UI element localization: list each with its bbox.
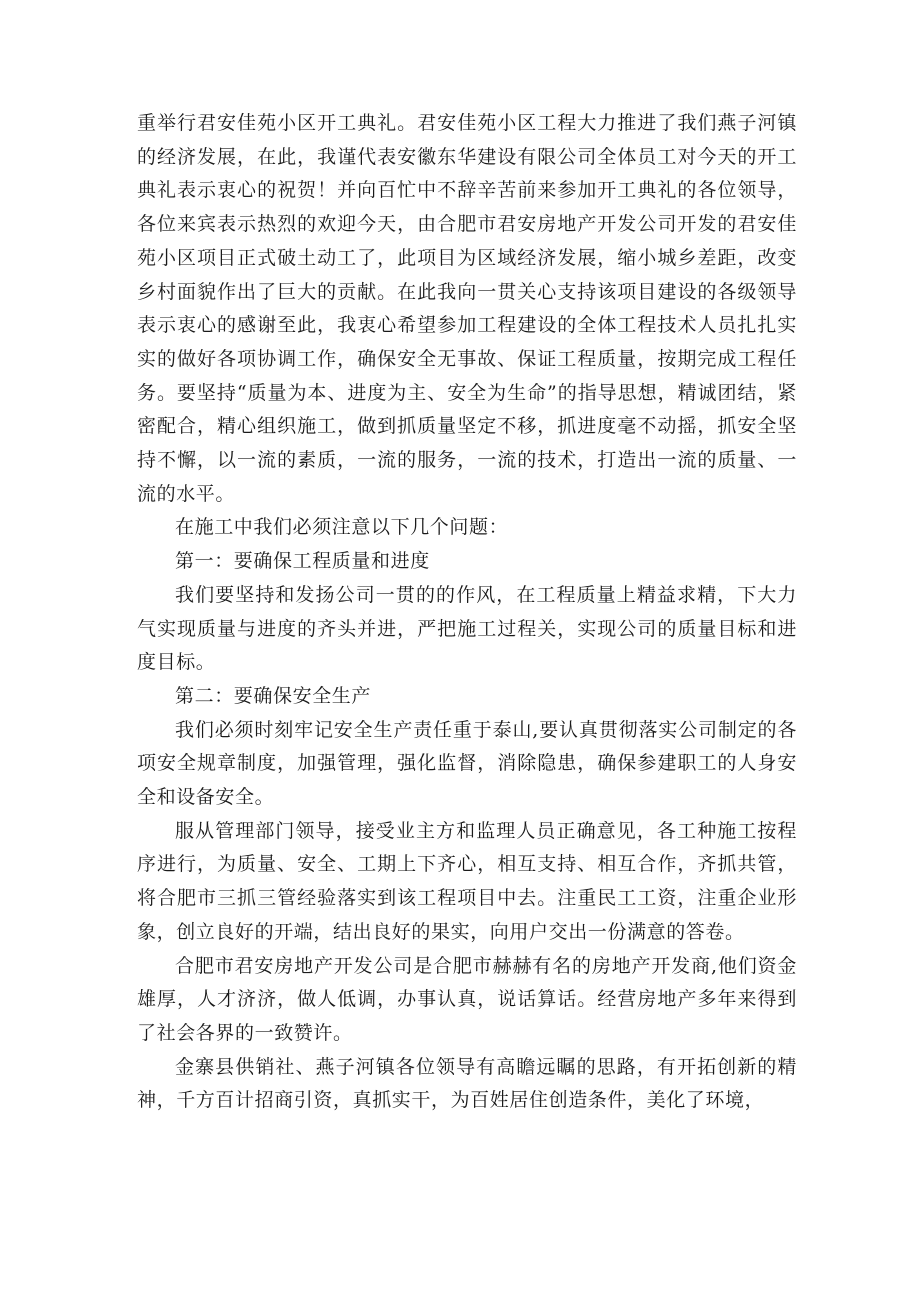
document-body [137,107,797,1118]
paragraph-issues-intro: 在施工中我们必须注意以下几个问题： [175,516,509,539]
paragraph-opening: 重举行君安佳苑小区开工典礼。君安佳苑小区工程大力推进了我们燕子河镇的经济发展，在此，我谨代表安徽东华建设有限公司全体员工对今天的开工典礼表示衷心的祝贺！并向百忙中不辞辛苦前来参加开工典礼的各位领导，各位来宾表示热烈的欢迎今天，由合肥市君安房地产开发公司开发的君安佳苑小区项目正式破土动工了，此项目为区域经济发展，缩小城乡差距，改变乡村面貌作出了巨大的贡献。在此我向一贯关心支持该项目建设的各级领导表示衷心的感谢至此，我衷心希望参加工程建设的全体工程技术人员扎扎实实的做好各项协调工作，确保安全无事故、保证工程质量，按期完成工程任务。要坚持“质量为本、进度为主、安全为生命”的指导思想，精诚团结，紧密配合，精心组织施工，做到抓质量坚定不移，抓进度毫不动摇，抓安全坚持不懈，以一流的素质，一流的服务，一流的技术，打造出一流的质量、一流的水平。 [137,112,797,505]
paragraph-leaders: 金寨县供销社、燕子河镇各位领导有高瞻远瞩的思路，有开拓创新的精神，千方百计招商引资，真抓实干，为百姓居住创造条件，美化了环境， [137,1055,797,1112]
paragraph-developer: 合肥市君安房地产开发公司是合肥市赫赫有名的房地产开发商,他们资金雄厚，人才济济，做人低调，办事认真，说话算话。经营房地产多年来得到了社会各界的一致赞许。 [137,954,797,1044]
section-heading-second: 第二：要确保安全生产 [175,684,372,707]
paragraph-quality: 我们要坚持和发扬公司一贯的的作风，在工程质量上精益求精，下大力气实现质量与进度的齐头并进，严把施工过程关，实现公司的质量目标和进度目标。 [137,583,797,674]
paragraph-management: 服从管理部门领导，接受业主方和监理人员正确意见，各工种施工按程序进行，为质量、安全、工期上下齐心，相互支持、相互合作，齐抓共管，将合肥市三抓三管经验落实到该工程项目中去。注重民工工资，注重企业形象，创立良好的开端，结出良好的果实，向用户交出一份满意的答卷。 [137,819,797,943]
section-heading-first: 第一：要确保工程质量和进度 [175,550,430,573]
paragraph-safety: 我们必须时刻牢记安全生产责任重于泰山,要认真贯彻落实公司制定的各项安全规章制度，加强管理，强化监督，消除隐患，确保参建职工的人身安全和设备安全。 [137,718,797,809]
